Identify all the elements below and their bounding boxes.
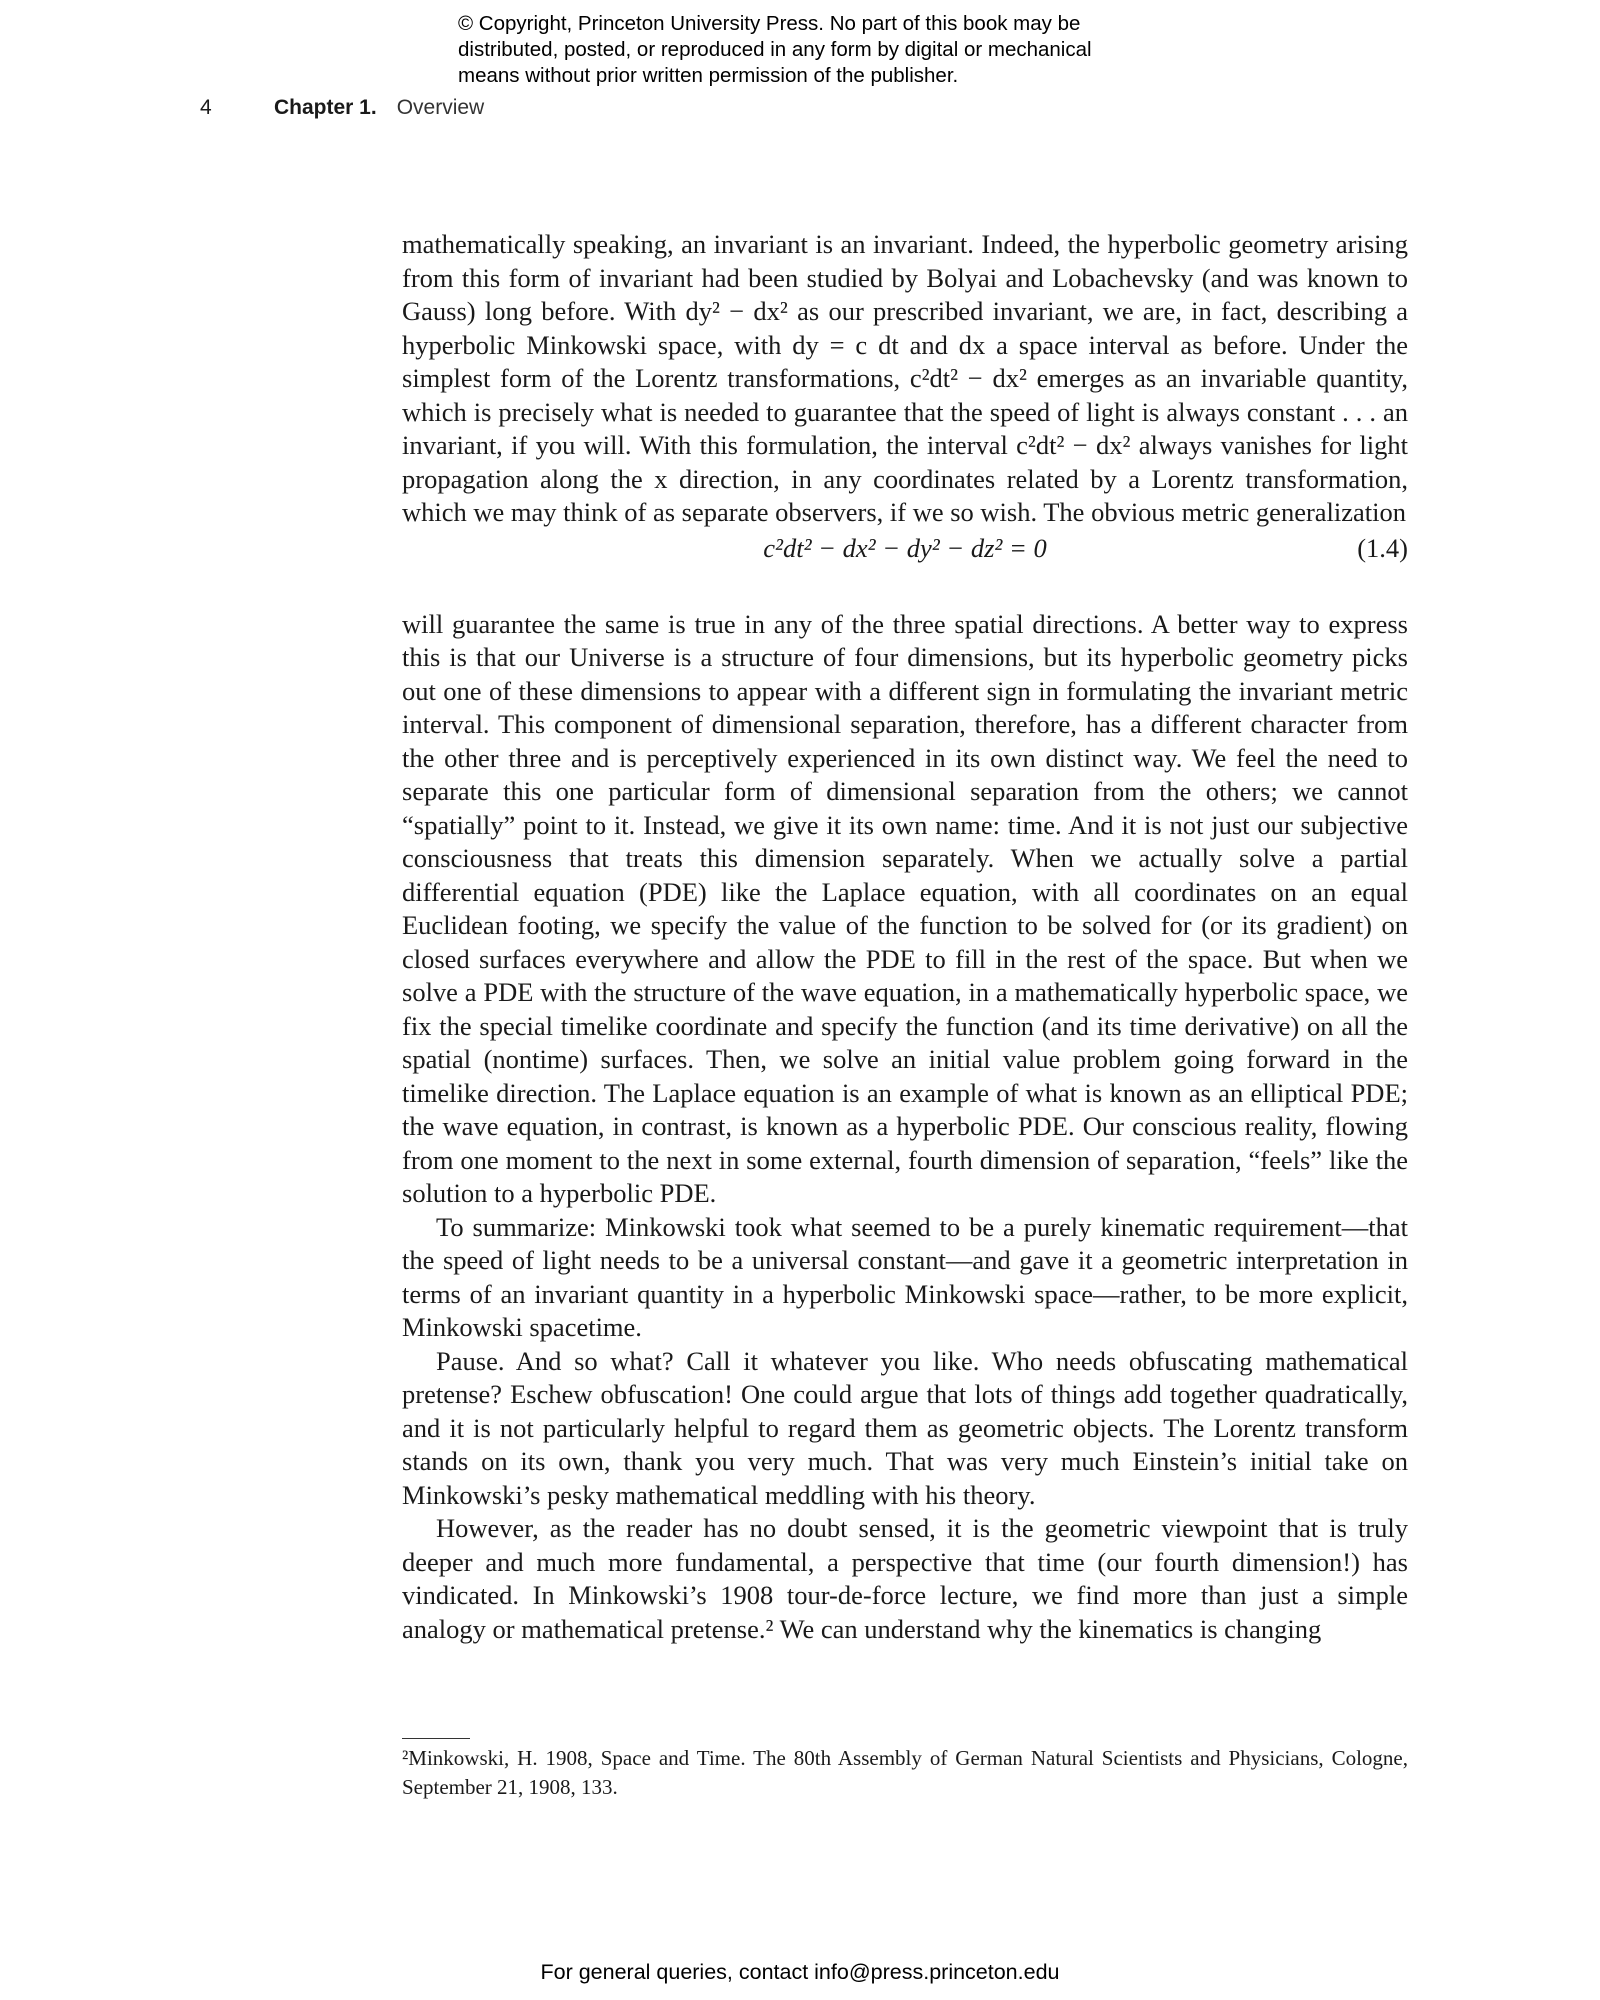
paragraph-4: Pause. And so what? Call it whatever you like. Who needs obfuscating mathematical pretense? Eschew obfuscation! One could argue that lots of things add together quadratically, and it is not particularly helpful to regard them as geometric objects. The Lorentz transform stands on its own, thank you very much. That was very much Einstein’s initial take on Minkowski’s pesky mathematical meddling with his theory. — [402, 1345, 1408, 1510]
equation-expression: c²dt² − dx² − dy² − dz² = 0 — [763, 532, 1047, 563]
contact-line: For general queries, contact info@press.princeton.edu — [540, 1960, 1060, 1984]
body-text — [402, 228, 1408, 1646]
copyright-line-2: distributed, posted, or reproduced in any form by digital or mechanical — [458, 38, 1092, 61]
chapter-label: Chapter 1. — [274, 96, 377, 119]
paragraph-5: However, as the reader has no doubt sensed, it is the geometric viewpoint that is truly deeper and much more fundamental, a perspective that time (our fourth dimension!) has vindicated. In Minkowski’s 1908 tour-de-force lecture, we find more than just a simple analogy or mathematical pretense.² We can understand why the kinematics is changing — [402, 1513, 1408, 1644]
copyright-line-3: means without prior written permission of the publisher. — [458, 64, 959, 87]
footnote-2: ²Minkowski, H. 1908, Space and Time. The 80th Assembly of German Natural Scientists and Physicians, Cologne, September 21, 1908, 133. — [402, 1746, 1408, 1799]
footnote-rule — [402, 1738, 470, 1739]
paragraph-1: mathematically speaking, an invariant is an invariant. Indeed, the hyperbolic geometry arising from this form of invariant had been studied by Bolyai and Lobachevsky (and was known to Gauss) long before. With dy² − dx² as our prescribed invariant, we are, in fact, describing a hyperbolic Minkowski space, with dy = c dt and dx a space interval as before. Under the simplest form of the Lorentz transformations, c²dt² − dx² emerges as an invariable quantity, which is precisely what is needed to guarantee that the speed of light is always constant . . . an invariant, if you will. With this formulation, the interval c²dt² − dx² always vanishes for light propagation along the x direction, in any coordinates related by a Lorentz transformation, which we may think of as separate observers, if we so wish. The obvious metric generalization — [402, 229, 1408, 527]
copyright-notice — [458, 11, 1178, 89]
paragraph-3: To summarize: Minkowski took what seemed to be a purely kinematic requirement—that the speed of light needs to be a universal constant—and gave it a geometric interpretation in terms of an invariant quantity in a hyperbolic Minkowski space—rather, to be more explicit, Minkowski spacetime. — [402, 1211, 1408, 1342]
equation-1-4 — [402, 530, 1408, 570]
running-head — [200, 96, 484, 120]
section-title: Overview — [396, 96, 485, 119]
page-number: 4 — [200, 96, 212, 119]
copyright-line-1: © Copyright, Princeton University Press. No part of this book may be — [458, 12, 1081, 35]
paragraph-2: will guarantee the same is true in any of the three spatial directions. A better way to express this is that our Universe is a structure of four dimensions, but its hyperbolic geometry picks out one of these dimensions to appear with a different sign in formulating the invariant metric interval. This component of dimensional separation, therefore, has a different character from the other three and is perceptively experienced in its own distinct way. We feel the need to separate this one particular form of dimensional separation from the others; we cannot “spatially” point to it. Instead, we give it its own name: time. And it is not just our subjective consciousness that treats this dimension separately. When we actually solve a partial differential equation (PDE) like the Laplace equation, with all coordinates on an equal Euclidean footing, we specify the value of the function to be solved for (or its gradient) on closed surfaces everywhere and allow the PDE to fill in the rest of the space. But when we solve a PDE with the structure of the wave equation, in a mathematically hyperbolic space, we fix the special timelike coordinate and specify the function (and its time derivative) on all the spatial (nontime) surfaces. Then, we solve an initial value problem going forward in the timelike direction. The Laplace equation is an example of what is known as an elliptical PDE; the wave equation, in contrast, is known as a hyperbolic PDE. Our conscious reality, flowing from one moment to the next in some external, fourth dimension of separation, “feels” like the solution to a hyperbolic PDE. — [402, 608, 1408, 1208]
equation-number: (1.4) — [1357, 532, 1408, 563]
